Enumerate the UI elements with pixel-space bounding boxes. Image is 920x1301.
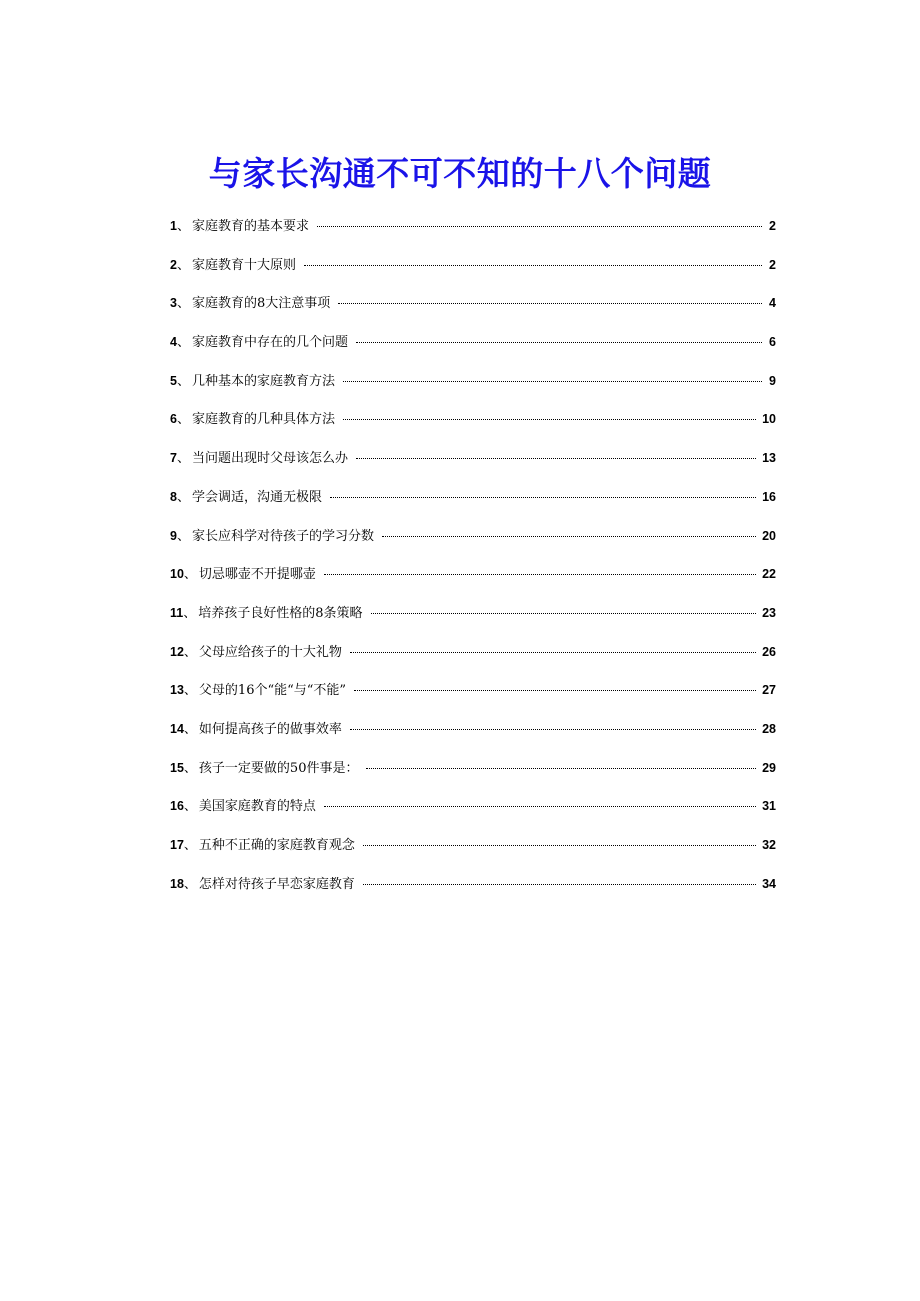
- toc-entry[interactable]: [170, 445, 776, 484]
- toc-entry-number: 18: [170, 876, 184, 891]
- toc-dot-leader: [324, 806, 756, 807]
- toc-entry-number: 3: [170, 296, 177, 311]
- toc-entry-title: 学会调适，沟通无极限: [191, 489, 322, 505]
- toc-entry-separator: 、: [183, 838, 197, 853]
- toc-entry-number: 9: [170, 528, 177, 543]
- toc-dot-leader: [350, 652, 756, 653]
- toc-dot-leader: [343, 419, 756, 420]
- toc-dot-leader: [324, 574, 756, 575]
- toc-entry[interactable]: [170, 252, 776, 291]
- toc-entry-title: 当问题出现时父母该怎么办: [191, 451, 348, 467]
- toc-entry-page-number: 13: [762, 451, 776, 466]
- toc-entry-number: 5: [170, 373, 177, 388]
- toc-entry-separator: 、: [183, 760, 197, 776]
- toc-entry[interactable]: [170, 677, 776, 716]
- toc-entry-page-number: 2: [769, 219, 776, 233]
- toc-entry-title: 家庭教育的基本要求: [191, 219, 309, 234]
- toc-entry[interactable]: [170, 329, 776, 368]
- toc-dot-leader: [366, 768, 756, 769]
- toc-entry[interactable]: [170, 600, 776, 639]
- toc-entry-page-number: 9: [769, 373, 776, 388]
- toc-dot-leader: [317, 226, 762, 227]
- toc-entry-page-number: 27: [762, 683, 776, 698]
- toc-entry-title: 怎样对待孩子早恋家庭教育: [198, 876, 355, 892]
- toc-entry-page-number: 2: [769, 257, 776, 272]
- toc-entry-page-number: 23: [762, 605, 776, 620]
- toc-entry-separator: 、: [176, 335, 190, 351]
- toc-entry-title: 家庭教育十大原则: [191, 257, 296, 273]
- toc-entry-number: 16: [170, 799, 184, 814]
- toc-entry-separator: 、: [176, 373, 190, 389]
- toc-entry-page-number: 31: [762, 799, 776, 814]
- toc-entry-title: 如何提高孩子的做事效率: [198, 721, 342, 737]
- toc-dot-leader: [371, 613, 757, 614]
- toc-dot-leader: [350, 729, 756, 730]
- toc-entry-title: 家庭教育的几种具体方法: [191, 412, 335, 428]
- toc-entry-page-number: 4: [769, 296, 776, 311]
- toc-entry-separator: 、: [183, 683, 197, 699]
- toc-entry-title: 父母应给孩子的十大礼物: [198, 644, 342, 660]
- toc-entry-page-number: 28: [762, 721, 776, 736]
- toc-entry-number: 11: [170, 605, 184, 620]
- toc-entry-title: 切忌哪壶不开提哪壶: [198, 567, 316, 583]
- toc-entry-number: 12: [170, 644, 184, 659]
- toc-entry-number: 10: [170, 567, 184, 582]
- toc-entry-title: 几种基本的家庭教育方法: [191, 373, 335, 389]
- toc-entry-page-number: 16: [762, 489, 776, 504]
- toc-dot-leader: [343, 381, 762, 382]
- toc-entry-number: 8: [170, 489, 177, 504]
- toc-entry-separator: 、: [176, 489, 190, 505]
- toc-entry-separator: 、: [183, 876, 197, 892]
- toc-entry[interactable]: [170, 871, 776, 910]
- toc-entry-page-number: 32: [762, 838, 776, 852]
- toc-entry-number: 4: [170, 335, 177, 350]
- toc-entry[interactable]: [170, 484, 776, 523]
- table-of-contents: [170, 213, 776, 909]
- toc-dot-leader: [304, 265, 762, 266]
- toc-entry-separator: 、: [176, 219, 190, 234]
- toc-entry-title: 五种不正确的家庭教育观念: [198, 838, 355, 853]
- toc-entry-separator: 、: [176, 257, 190, 273]
- toc-entry-title: 孩子一定要做的50件事是：: [198, 760, 359, 776]
- toc-entry-title: 培养孩子良好性格的8条策略: [198, 605, 363, 621]
- toc-entry-separator: 、: [183, 605, 197, 621]
- toc-entry[interactable]: [170, 716, 776, 755]
- toc-entry-number: 17: [170, 838, 184, 852]
- toc-entry-separator: 、: [183, 721, 197, 737]
- toc-entry-number: 15: [170, 760, 184, 775]
- toc-entry-title: 父母的16个“能“与“不能”: [198, 683, 347, 699]
- toc-dot-leader: [356, 458, 756, 459]
- toc-entry[interactable]: [170, 523, 776, 562]
- toc-entry-number: 1: [170, 219, 177, 233]
- toc-dot-leader: [363, 845, 756, 846]
- toc-entry-title: 家庭教育的8大注意事项: [191, 296, 331, 312]
- toc-entry-title: 家长应科学对待孩子的学习分数: [191, 528, 374, 544]
- toc-entry-number: 6: [170, 412, 177, 427]
- toc-entry-number: 7: [170, 451, 177, 466]
- toc-entry-page-number: 29: [762, 760, 776, 775]
- toc-entry-separator: 、: [176, 296, 190, 312]
- toc-entry-separator: 、: [183, 644, 197, 660]
- toc-entry-page-number: 20: [762, 528, 776, 543]
- toc-entry-separator: 、: [183, 799, 197, 815]
- toc-entry[interactable]: [170, 561, 776, 600]
- toc-entry-separator: 、: [176, 451, 190, 467]
- toc-entry-page-number: 6: [769, 335, 776, 350]
- toc-entry[interactable]: [170, 832, 776, 871]
- document-title: 与家长沟通不可不知的十八个问题: [208, 154, 712, 193]
- toc-dot-leader: [330, 497, 756, 498]
- toc-dot-leader: [363, 884, 756, 885]
- toc-dot-leader: [354, 690, 756, 691]
- toc-entry-page-number: 34: [762, 876, 776, 891]
- toc-entry-number: 2: [170, 257, 177, 272]
- toc-entry-separator: 、: [176, 412, 190, 428]
- toc-dot-leader: [356, 342, 762, 343]
- toc-entry-separator: 、: [176, 528, 190, 544]
- toc-entry[interactable]: [170, 793, 776, 832]
- toc-entry-page-number: 26: [762, 644, 776, 659]
- toc-entry[interactable]: [170, 290, 776, 329]
- toc-entry-title: 家庭教育中存在的几个问题: [191, 335, 348, 351]
- toc-entry-number: 13: [170, 683, 184, 698]
- toc-entry[interactable]: [170, 406, 776, 445]
- toc-entry[interactable]: [170, 368, 776, 407]
- toc-entry[interactable]: [170, 213, 776, 252]
- toc-entry-title: 美国家庭教育的特点: [198, 799, 316, 815]
- toc-entry-page-number: 22: [762, 567, 776, 582]
- toc-dot-leader: [382, 536, 756, 537]
- toc-entry[interactable]: [170, 755, 776, 794]
- toc-dot-leader: [338, 303, 762, 304]
- toc-entry-number: 14: [170, 721, 184, 736]
- toc-entry-separator: 、: [183, 567, 197, 583]
- toc-entry-page-number: 10: [762, 412, 776, 427]
- toc-entry[interactable]: [170, 639, 776, 678]
